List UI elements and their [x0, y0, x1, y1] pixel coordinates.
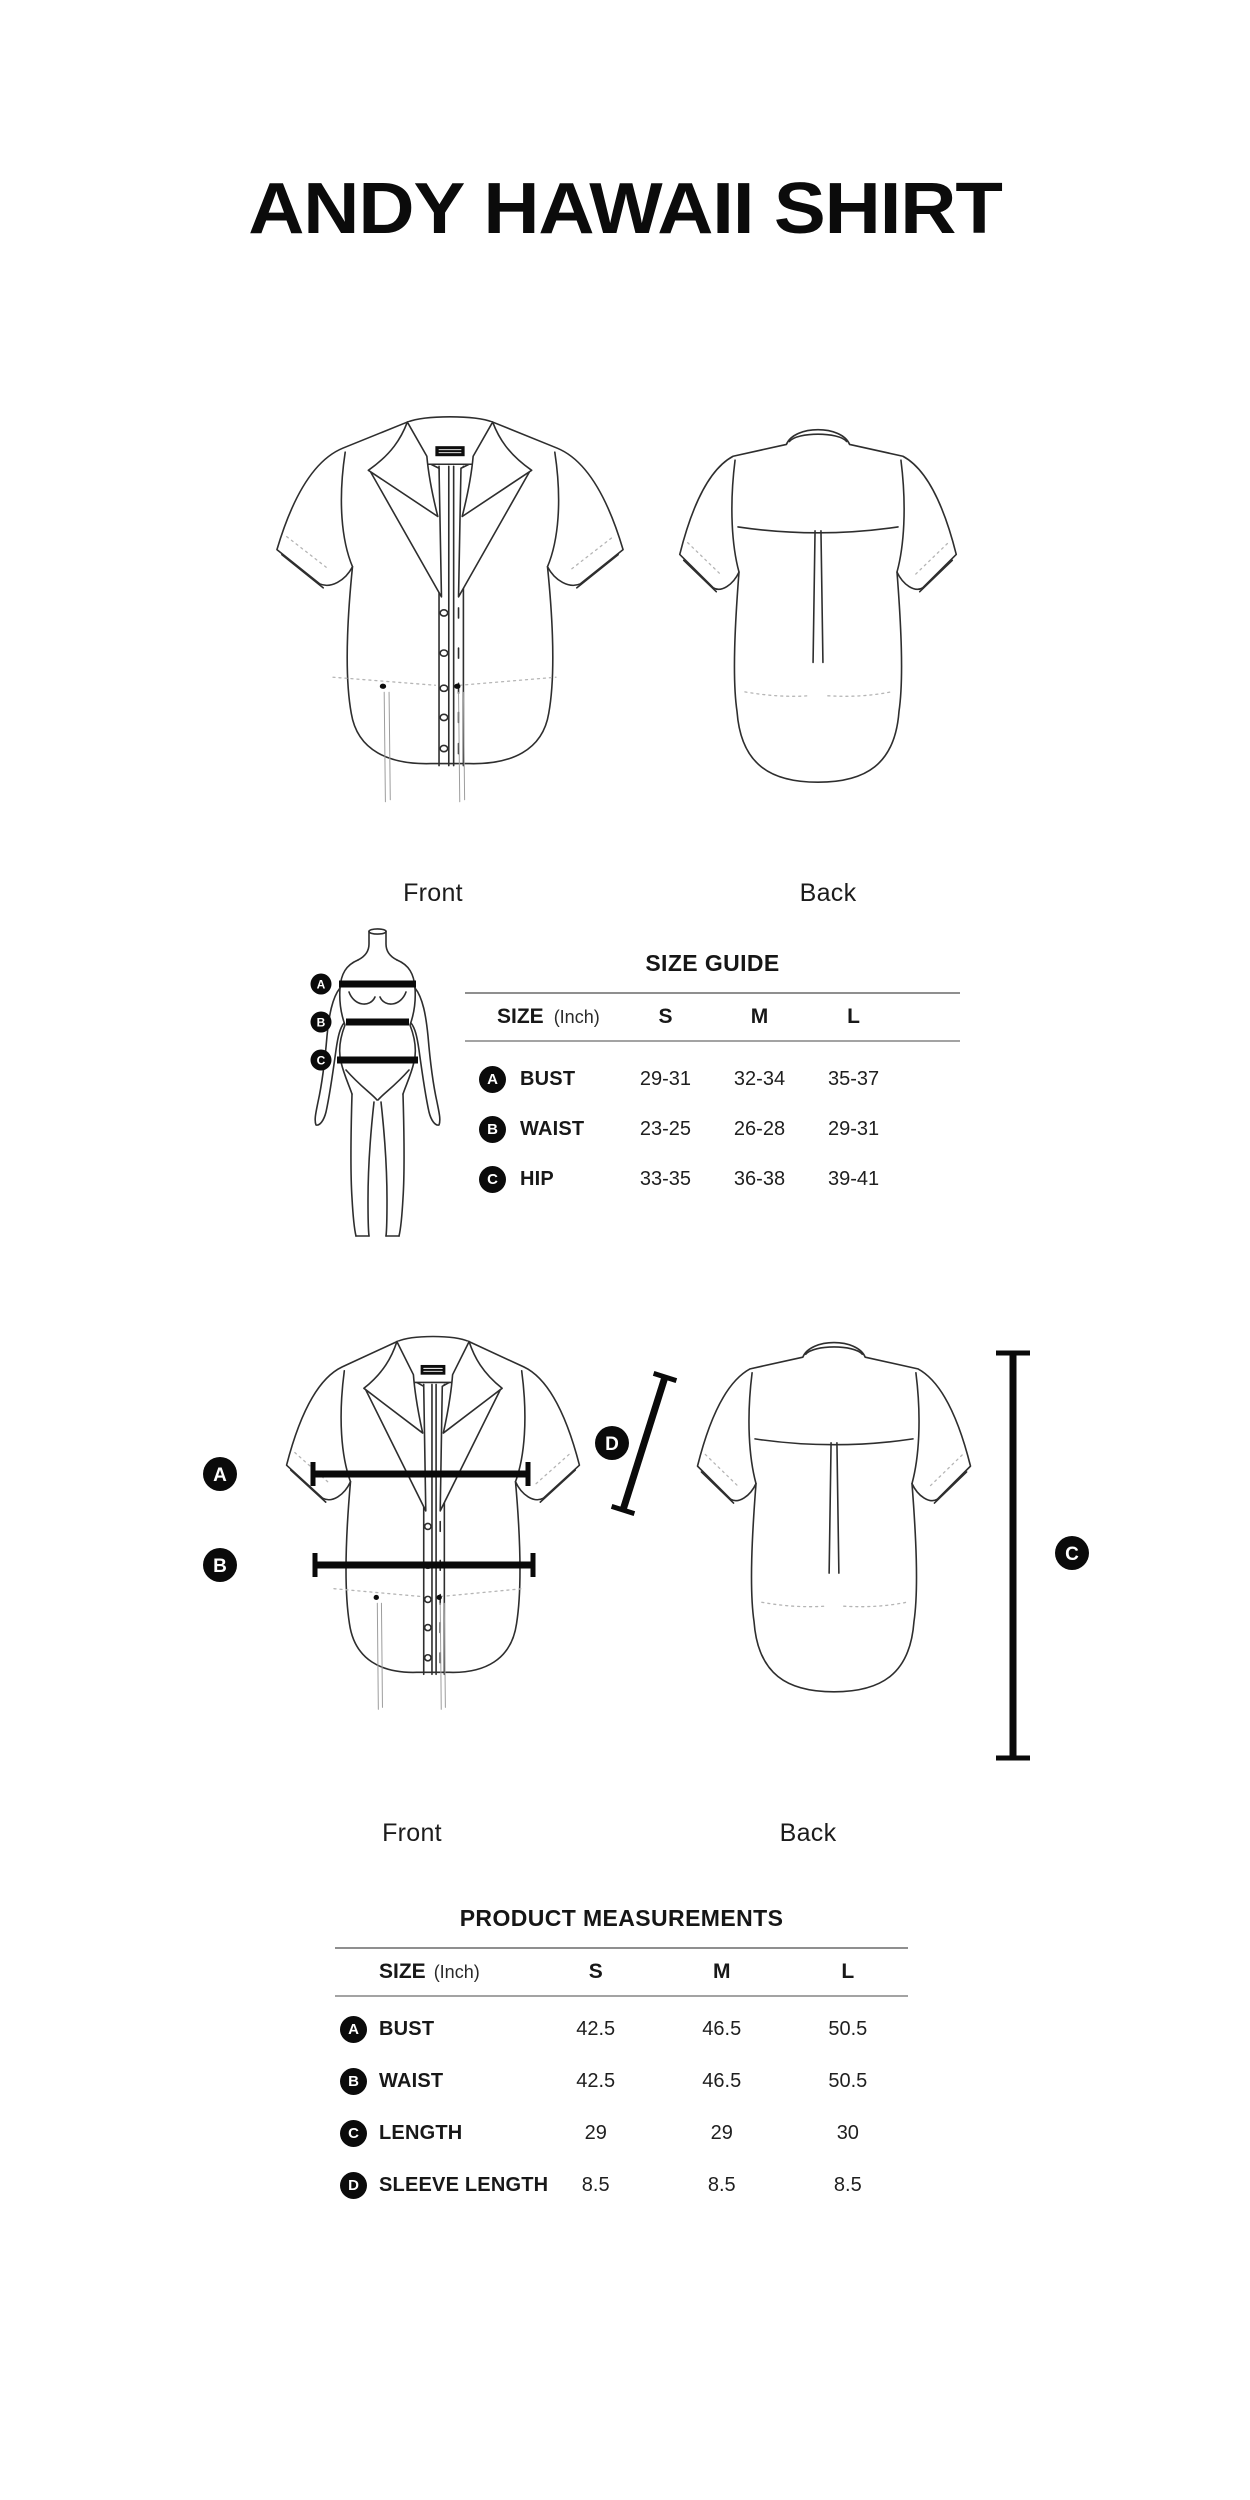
table-row-waist: [335, 2055, 908, 2107]
bust-s-value: 42.5: [576, 2017, 616, 2040]
waist-m-value: 46.5: [702, 2069, 742, 2092]
svg-text:D: D: [605, 1434, 619, 1455]
size-guide-header-row: [465, 992, 960, 1042]
product-col-l: L: [841, 1960, 855, 1983]
product-col-m: M: [713, 1960, 731, 1983]
product-measurements-header-row: [335, 1947, 908, 1997]
sleeve-m-value: 8.5: [707, 2173, 736, 2196]
bust-m-value: 46.5: [702, 2017, 742, 2040]
row-label: HIP: [520, 1167, 554, 1190]
product-header-size: [335, 1960, 536, 1984]
table-row-bust: [335, 2003, 908, 2055]
figure-marker-bust: [311, 974, 332, 995]
bust-marker: [203, 1457, 237, 1491]
waist-marker: [203, 1548, 237, 1582]
product-measurements-title: PRODUCT MEASUREMENTS: [459, 1905, 784, 1931]
table-row-sleeve-length: [335, 2159, 908, 2211]
front-view-caption: Front: [403, 879, 463, 907]
shirt-front-view: [277, 417, 623, 802]
marker-badge: C: [340, 2120, 367, 2147]
table-row-bust: [465, 1054, 960, 1104]
product-measurement-diagram: [0, 1325, 1250, 1795]
length-s-value: 29: [584, 2121, 607, 2144]
body-figure: [315, 929, 440, 1236]
row-label: BUST: [379, 2017, 435, 2040]
size-guide-body: [465, 1042, 960, 1204]
row-label: BUST: [520, 1067, 576, 1090]
row-label: WAIST: [379, 2069, 444, 2092]
marker-badge: D: [340, 2172, 367, 2199]
marker-badge: A: [340, 2016, 367, 2043]
shirt-back-view: [680, 430, 957, 782]
marker-badge: B: [340, 2068, 367, 2095]
shirt-flats-diagram: [0, 405, 1250, 875]
page-title: ANDY HAWAII SHIRT: [248, 169, 1002, 249]
figure-marker-hip: [311, 1050, 332, 1071]
size-guide-header-size: [465, 1005, 618, 1029]
sleeve-l-value: 8.5: [833, 2173, 862, 2196]
length-measure-bar: [996, 1353, 1030, 1758]
length-m-value: 29: [710, 2121, 733, 2144]
table-row-waist: [465, 1104, 960, 1154]
sleeve-s-value: 8.5: [581, 2173, 610, 2196]
product-measurements-section: [335, 1903, 908, 2211]
size-guide-title: SIZE GUIDE: [645, 950, 780, 976]
row-label: LENGTH: [379, 2121, 463, 2144]
bust-s-value: 29-31: [639, 1067, 692, 1090]
size-guide-col-s: S: [658, 1005, 673, 1028]
bust-l-value: 50.5: [828, 2017, 868, 2040]
length-l-value: 30: [836, 2121, 859, 2144]
marker-badge: C: [479, 1166, 506, 1193]
table-row-hip: [465, 1154, 960, 1204]
table-row-length: [335, 2107, 908, 2159]
svg-text:C: C: [316, 1053, 326, 1068]
hip-s-value: 33-35: [639, 1167, 692, 1190]
bust-l-value: 35-37: [827, 1067, 880, 1090]
svg-text:B: B: [316, 1015, 326, 1030]
size-guide-col-m: M: [750, 1005, 769, 1028]
waist-l-value: 50.5: [828, 2069, 868, 2092]
product-measurements-body: [335, 1997, 908, 2211]
waist-s-value: 42.5: [576, 2069, 616, 2092]
hip-l-value: 39-41: [827, 1167, 880, 1190]
marker-badge: A: [479, 1066, 506, 1093]
waist-m-value: 26-28: [733, 1117, 786, 1140]
waist-s-value: 23-25: [639, 1117, 692, 1140]
svg-text:B: B: [213, 1556, 227, 1577]
unit-label: (Inch): [433, 1961, 480, 1982]
unit-label: (Inch): [553, 1006, 600, 1027]
figure-marker-waist: [311, 1012, 332, 1033]
svg-text:C: C: [1065, 1544, 1079, 1565]
product-col-s: S: [588, 1960, 603, 1983]
back-view-caption: Back: [779, 1819, 837, 1847]
marker-badge: B: [479, 1116, 506, 1143]
sleeve-marker: [595, 1426, 629, 1460]
length-marker: [1055, 1536, 1089, 1570]
svg-text:A: A: [213, 1465, 227, 1486]
front-view-caption: Front: [382, 1819, 442, 1847]
waist-l-value: 29-31: [827, 1117, 880, 1140]
size-label: SIZE: [497, 1005, 544, 1028]
size-label: SIZE: [379, 1960, 426, 1983]
row-label: WAIST: [520, 1117, 585, 1140]
bust-m-value: 32-34: [733, 1067, 786, 1090]
body-measurement-figure: [290, 928, 465, 1240]
hip-m-value: 36-38: [733, 1167, 786, 1190]
shirt-back-view: [698, 1343, 971, 1692]
back-view-caption: Back: [799, 879, 857, 907]
size-guide-section: [465, 948, 960, 1204]
size-guide-col-l: L: [847, 1005, 860, 1028]
svg-text:A: A: [316, 977, 326, 992]
shirt-front-view: [287, 1337, 580, 1710]
row-label: SLEEVE LENGTH: [379, 2173, 549, 2196]
